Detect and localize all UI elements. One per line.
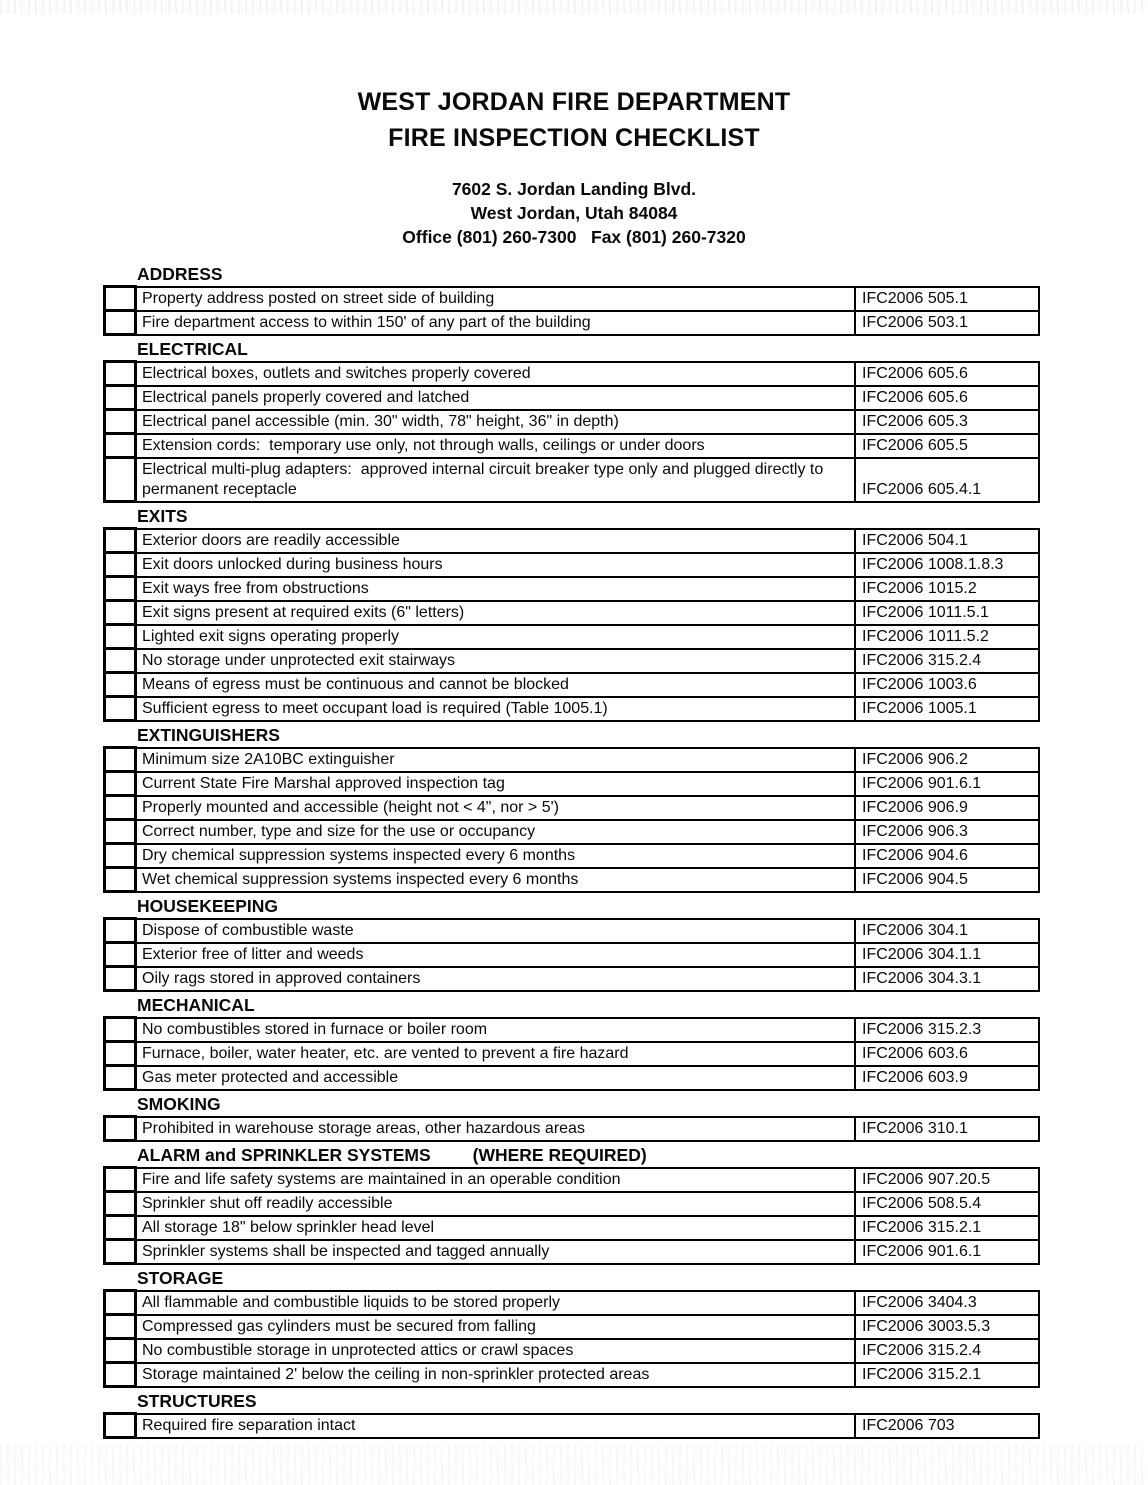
table-row	[105, 553, 1040, 577]
checkbox	[105, 943, 136, 967]
section-title: ADDRESS	[137, 264, 223, 284]
item-text: Required fire separation intact	[136, 1414, 856, 1438]
checkbox	[105, 529, 136, 553]
table-row	[105, 919, 1040, 943]
section-header	[137, 725, 1040, 745]
checkbox	[105, 673, 136, 697]
section-title: HOUSEKEEPING	[137, 896, 278, 916]
code-text: IFC2006 310.1	[855, 1117, 1039, 1141]
code-text: IFC2006 315.2.1	[855, 1216, 1039, 1240]
item-text: Property address posted on street side of building	[136, 287, 856, 311]
checklist-content	[103, 264, 1040, 1439]
item-text: No storage under unprotected exit stairways	[136, 649, 856, 673]
code-text: IFC2006 906.3	[855, 820, 1039, 844]
item-text: Minimum size 2A10BC extinguisher	[136, 748, 856, 772]
table-row	[105, 1363, 1040, 1387]
section-header	[137, 1268, 1040, 1288]
table-row	[105, 1414, 1040, 1438]
code-text: IFC2006 901.6.1	[855, 772, 1039, 796]
item-text: Gas meter protected and accessible	[136, 1066, 856, 1090]
checklist-section	[103, 896, 1040, 992]
item-text: Electrical panel accessible (min. 30" width, 78" height, 36" in depth)	[136, 410, 856, 434]
checklist-table	[103, 1289, 1040, 1388]
checkbox	[105, 1192, 136, 1216]
checkbox	[105, 868, 136, 892]
item-text: Prohibited in warehouse storage areas, other hazardous areas	[136, 1117, 856, 1141]
item-text: Fire and life safety systems are maintained in an operable condition	[136, 1168, 856, 1192]
code-text: IFC2006 605.5	[855, 434, 1039, 458]
table-row	[105, 1192, 1040, 1216]
checklist-table	[103, 285, 1040, 336]
code-text: IFC2006 315.2.4	[855, 1339, 1039, 1363]
phone-fax-line: Office (801) 260-7300 Fax (801) 260-7320	[402, 227, 746, 247]
city-state-zip: West Jordan, Utah 84084	[470, 203, 678, 223]
section-title: EXITS	[137, 506, 188, 526]
item-text: Exterior doors are readily accessible	[136, 529, 856, 553]
checkbox	[105, 748, 136, 772]
checklist-table	[103, 527, 1040, 722]
item-text: Properly mounted and accessible (height not < 4", nor > 5')	[136, 796, 856, 820]
document-title-line-2: FIRE INSPECTION CHECKLIST	[388, 124, 760, 152]
table-row	[105, 1216, 1040, 1240]
checkbox	[105, 649, 136, 673]
item-text: Sprinkler shut off readily accessible	[136, 1192, 856, 1216]
code-text: IFC2006 605.3	[855, 410, 1039, 434]
code-text: IFC2006 504.1	[855, 529, 1039, 553]
code-text: IFC2006 605.6	[855, 386, 1039, 410]
code-text: IFC2006 3003.5.3	[855, 1315, 1039, 1339]
table-row	[105, 1066, 1040, 1090]
table-row	[105, 820, 1040, 844]
section-title: STORAGE	[137, 1268, 224, 1288]
code-text: IFC2006 703	[855, 1414, 1039, 1438]
checklist-section	[103, 1145, 1040, 1265]
section-header	[137, 995, 1040, 1015]
checkbox	[105, 820, 136, 844]
section-title: SMOKING	[137, 1094, 221, 1114]
code-text: IFC2006 1011.5.2	[855, 625, 1039, 649]
item-text: Extension cords: temporary use only, not through walls, ceilings or under doors	[136, 434, 856, 458]
item-text: Electrical boxes, outlets and switches properly covered	[136, 362, 856, 386]
item-text: All flammable and combustible liquids to be stored properly	[136, 1291, 856, 1315]
checkbox	[105, 1117, 136, 1141]
section-title: ELECTRICAL	[137, 339, 248, 359]
checkbox	[105, 386, 136, 410]
section-header	[137, 264, 1040, 284]
checkbox	[105, 601, 136, 625]
table-row	[105, 772, 1040, 796]
checkbox	[105, 1315, 136, 1339]
table-row	[105, 434, 1040, 458]
item-text: Dispose of combustible waste	[136, 919, 856, 943]
checkbox	[105, 553, 136, 577]
checkbox	[105, 362, 136, 386]
item-text: Dry chemical suppression systems inspected every 6 months	[136, 844, 856, 868]
code-text: IFC2006 1005.1	[855, 697, 1039, 721]
item-text: Storage maintained 2' below the ceiling in non-sprinkler protected areas	[136, 1363, 856, 1387]
code-text: IFC2006 1008.1.8.3	[855, 553, 1039, 577]
document-title-line-1: WEST JORDAN FIRE DEPARTMENT	[357, 88, 791, 116]
table-row	[105, 458, 1040, 502]
checkbox	[105, 919, 136, 943]
item-text: Electrical panels properly covered and latched	[136, 386, 856, 410]
table-row	[105, 868, 1040, 892]
table-row	[105, 529, 1040, 553]
code-text: IFC2006 904.5	[855, 868, 1039, 892]
checkbox	[105, 1066, 136, 1090]
item-text: Sprinkler systems shall be inspected and tagged annually	[136, 1240, 856, 1264]
checklist-section	[103, 725, 1040, 893]
item-text: All storage 18" below sprinkler head level	[136, 1216, 856, 1240]
item-text: Exit signs present at required exits (6" letters)	[136, 601, 856, 625]
checkbox	[105, 1240, 136, 1264]
checkbox	[105, 697, 136, 721]
table-row	[105, 1291, 1040, 1315]
item-text: Current State Fire Marshal approved inspection tag	[136, 772, 856, 796]
code-text: IFC2006 1015.2	[855, 577, 1039, 601]
table-row	[105, 1339, 1040, 1363]
section-header	[137, 339, 1040, 359]
section-header	[137, 1145, 1040, 1165]
table-row	[105, 386, 1040, 410]
code-text: IFC2006 304.1.1	[855, 943, 1039, 967]
item-text: Fire department access to within 150' of any part of the building	[136, 311, 856, 335]
table-row	[105, 601, 1040, 625]
table-row	[105, 844, 1040, 868]
checkbox	[105, 1042, 136, 1066]
table-row	[105, 967, 1040, 991]
section-header	[137, 1391, 1040, 1411]
table-row	[105, 796, 1040, 820]
checkbox	[105, 577, 136, 601]
checkbox	[105, 1216, 136, 1240]
item-text: Compressed gas cylinders must be secured from falling	[136, 1315, 856, 1339]
checklist-table	[103, 1412, 1040, 1439]
section-header	[137, 896, 1040, 916]
table-row	[105, 311, 1040, 335]
checkbox	[105, 434, 136, 458]
checklist-table	[103, 917, 1040, 992]
street-address: 7602 S. Jordan Landing Blvd.	[451, 179, 697, 199]
item-text: Correct number, type and size for the use or occupancy	[136, 820, 856, 844]
table-row	[105, 649, 1040, 673]
checkbox	[105, 844, 136, 868]
code-text: IFC2006 904.6	[855, 844, 1039, 868]
checklist-table	[103, 746, 1040, 893]
code-text: IFC2006 505.1	[855, 287, 1039, 311]
code-text: IFC2006 508.5.4	[855, 1192, 1039, 1216]
checkbox	[105, 1291, 136, 1315]
table-row	[105, 1117, 1040, 1141]
code-text: IFC2006 315.2.4	[855, 649, 1039, 673]
item-text: Sufficient egress to meet occupant load is required (Table 1005.1)	[136, 697, 856, 721]
section-header	[137, 1094, 1040, 1114]
item-text: Exterior free of litter and weeds	[136, 943, 856, 967]
checklist-section	[103, 1268, 1040, 1388]
section-title: STRUCTURES	[137, 1391, 257, 1411]
checkbox	[105, 287, 136, 311]
item-text: Lighted exit signs operating properly	[136, 625, 856, 649]
code-text: IFC2006 907.20.5	[855, 1168, 1039, 1192]
code-text: IFC2006 304.1	[855, 919, 1039, 943]
checkbox	[105, 458, 136, 502]
table-row	[105, 943, 1040, 967]
code-text: IFC2006 605.6	[855, 362, 1039, 386]
section-title: ALARM and SPRINKLER SYSTEMS	[137, 1145, 431, 1165]
code-text: IFC2006 1011.5.1	[855, 601, 1039, 625]
checklist-table	[103, 1115, 1040, 1142]
item-text: Wet chemical suppression systems inspected every 6 months	[136, 868, 856, 892]
checkbox	[105, 1018, 136, 1042]
code-text: IFC2006 315.2.1	[855, 1363, 1039, 1387]
table-row	[105, 1240, 1040, 1264]
document-title-block	[0, 84, 1148, 156]
item-text: No combustible storage in unprotected attics or crawl spaces	[136, 1339, 856, 1363]
code-text: IFC2006 304.3.1	[855, 967, 1039, 991]
code-text: IFC2006 603.6	[855, 1042, 1039, 1066]
table-row	[105, 748, 1040, 772]
table-row	[105, 1042, 1040, 1066]
code-text: IFC2006 3404.3	[855, 1291, 1039, 1315]
code-text: IFC2006 906.2	[855, 748, 1039, 772]
scan-noise-bottom-edge	[0, 1445, 1148, 1485]
table-row	[105, 1018, 1040, 1042]
checkbox	[105, 967, 136, 991]
item-text: Oily rags stored in approved containers	[136, 967, 856, 991]
checklist-section	[103, 1391, 1040, 1439]
checklist-table	[103, 1166, 1040, 1265]
checklist-table	[103, 1016, 1040, 1091]
checkbox	[105, 772, 136, 796]
checklist-section	[103, 1094, 1040, 1142]
item-text: Exit doors unlocked during business hours	[136, 553, 856, 577]
department-address-block	[0, 177, 1148, 249]
checklist-section	[103, 506, 1040, 722]
checkbox	[105, 1168, 136, 1192]
table-row	[105, 673, 1040, 697]
section-header	[137, 506, 1040, 526]
code-text: IFC2006 906.9	[855, 796, 1039, 820]
table-row	[105, 577, 1040, 601]
checkbox	[105, 1339, 136, 1363]
checklist-section	[103, 995, 1040, 1091]
code-text: IFC2006 315.2.3	[855, 1018, 1039, 1042]
code-text: IFC2006 603.9	[855, 1066, 1039, 1090]
section-title-suffix: (WHERE REQUIRED)	[472, 1145, 647, 1165]
table-row	[105, 1168, 1040, 1192]
checkbox	[105, 1363, 136, 1387]
table-row	[105, 625, 1040, 649]
item-text: Exit ways free from obstructions	[136, 577, 856, 601]
table-row	[105, 287, 1040, 311]
code-text: IFC2006 901.6.1	[855, 1240, 1039, 1264]
checkbox	[105, 1414, 136, 1438]
table-row	[105, 362, 1040, 386]
checkbox	[105, 311, 136, 335]
table-row	[105, 1315, 1040, 1339]
item-text: No combustibles stored in furnace or boiler room	[136, 1018, 856, 1042]
checkbox	[105, 625, 136, 649]
checkbox	[105, 796, 136, 820]
item-text: Electrical multi-plug adapters: approved internal circuit breaker type only and plugged directly to permanent receptacle	[136, 458, 856, 502]
section-title: MECHANICAL	[137, 995, 255, 1015]
section-title: EXTINGUISHERS	[137, 725, 280, 745]
checklist-section	[103, 339, 1040, 503]
checklist-table	[103, 360, 1040, 503]
checklist-section	[103, 264, 1040, 336]
item-text: Means of egress must be continuous and cannot be blocked	[136, 673, 856, 697]
code-text: IFC2006 605.4.1	[855, 458, 1039, 502]
code-text: IFC2006 503.1	[855, 311, 1039, 335]
code-text: IFC2006 1003.6	[855, 673, 1039, 697]
checkbox	[105, 410, 136, 434]
table-row	[105, 410, 1040, 434]
table-row	[105, 697, 1040, 721]
item-text: Furnace, boiler, water heater, etc. are vented to prevent a fire hazard	[136, 1042, 856, 1066]
